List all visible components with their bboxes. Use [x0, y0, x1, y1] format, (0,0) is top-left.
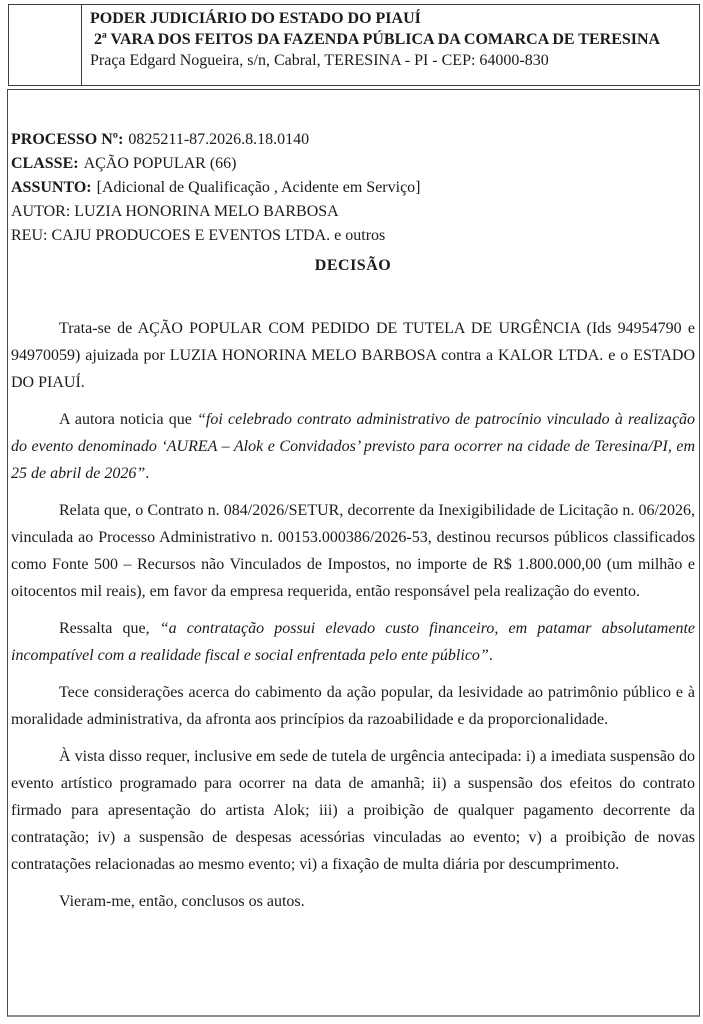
case-subject-line: [11, 176, 695, 200]
court-name-line1: PODER JUDICIÁRIO DO ESTADO DO PIAUÍ: [90, 10, 421, 27]
case-defendant-line: REU: CAJU PRODUCOES E EVENTOS LTDA. e outros: [11, 227, 386, 244]
case-class-label: CLASSE:: [11, 155, 79, 172]
case-number-value: 0825211-87.2026.8.18.0140: [128, 131, 310, 148]
paragraph-text: Trata-se de AÇÃO POPULAR COM PEDIDO DE TUTELA DE URGÊNCIA (Ids 94954790 e 94970059) ajuizada por LUZIA HONORINA MELO BARBOSA contra a KALOR LTDA. e o ESTADO DO PIAUÍ.: [11, 320, 695, 391]
paragraph-text: Tece considerações acerca do cabimento da ação popular, da lesividade ao patrimônio público e à moralidade administrativa, da afronta aos princípios da razoabilidade e da proporcionalidade.: [11, 684, 695, 728]
case-class-line: [11, 152, 695, 176]
case-number-label: PROCESSO Nº:: [11, 131, 124, 148]
letterhead-text: [82, 5, 699, 85]
quoted-text: “a contratação possui elevado custo financeiro, em patamar absolutamente incompatível com a realidade fiscal e social enfrentada pelo ente público”: [11, 620, 695, 664]
case-info-block: [11, 128, 695, 248]
case-subject-value: [Adicional de Qualificação , Acidente em Serviço]: [96, 179, 421, 196]
paragraph-text: Relata que, o Contrato n. 084/2026/SETUR, decorrente da Inexigibilidade de Licitação n. 06/2026, vinculada ao Processo Administrativo n. 00153.000386/2026-53, destinou recursos públicos classificados como Fonte 500 – Recursos não Vinculados de Impostos, no importe de R$ 1.800.000,00 (um milhão e oitocentos mil reais), em favor da empresa requerida, então responsável pela realização do evento.: [11, 502, 695, 600]
decision-heading: DECISÃO: [314, 257, 392, 274]
case-class-value: AÇÃO POPULAR (66): [83, 155, 237, 172]
letterhead: [8, 4, 700, 86]
paragraph-text: Ressalta que,: [59, 620, 160, 637]
case-subject-label: ASSUNTO:: [11, 179, 92, 196]
decision-paragraph-6: [11, 743, 695, 878]
paragraph-text: À vista disso requer, inclusive em sede de tutela de urgência antecipada: i) a imediata suspensão do evento artístico programado para ocorrer na data de amanhã; ii) a suspensão dos efeitos do contrato firmado para apresentação do artista Alok; iii) a proibição de qualquer pagamento decorrente da contratação; iv) a suspensão de despesas acessórias vinculadas ao evento; v) a proibição de novas contratações relacionadas ao mesmo evento; vi) a fixação de multa diária por descumprimento.: [11, 748, 695, 873]
case-number-line: [11, 128, 695, 152]
case-author-line: AUTOR: LUZIA HONORINA MELO BARBOSA: [11, 203, 339, 220]
decision-paragraph-5: [11, 679, 695, 733]
decision-paragraph-2: [11, 406, 695, 487]
quoted-text: “foi celebrado contrato administrativo de patrocínio vinculado à realização do evento denominado ‘AUREA – Alok e Convidados’ previsto para ocorrer na cidade de Teresina/PI, em 25 de abril de 2026”: [11, 411, 695, 482]
paragraph-text: .: [488, 647, 493, 664]
paragraph-text: A autora noticia que: [59, 411, 198, 428]
decision-paragraph-4: [11, 615, 695, 669]
court-logo-placeholder: [9, 5, 82, 85]
court-name-line2: 2ª VARA DOS FEITOS DA FAZENDA PÚBLICA DA COMARCA DE TERESINA: [90, 31, 661, 48]
decision-paragraph-3: [11, 497, 695, 605]
decision-paragraph-1: [11, 315, 695, 396]
paragraph-text: Vieram-me, então, conclusos os autos.: [59, 893, 305, 910]
decision-paragraph-7: [11, 888, 695, 915]
paragraph-text: .: [145, 465, 150, 482]
document-body: [7, 89, 700, 1017]
court-address: Praça Edgard Nogueira, s/n, Cabral, TERESINA - PI - CEP: 64000-830: [90, 52, 549, 69]
